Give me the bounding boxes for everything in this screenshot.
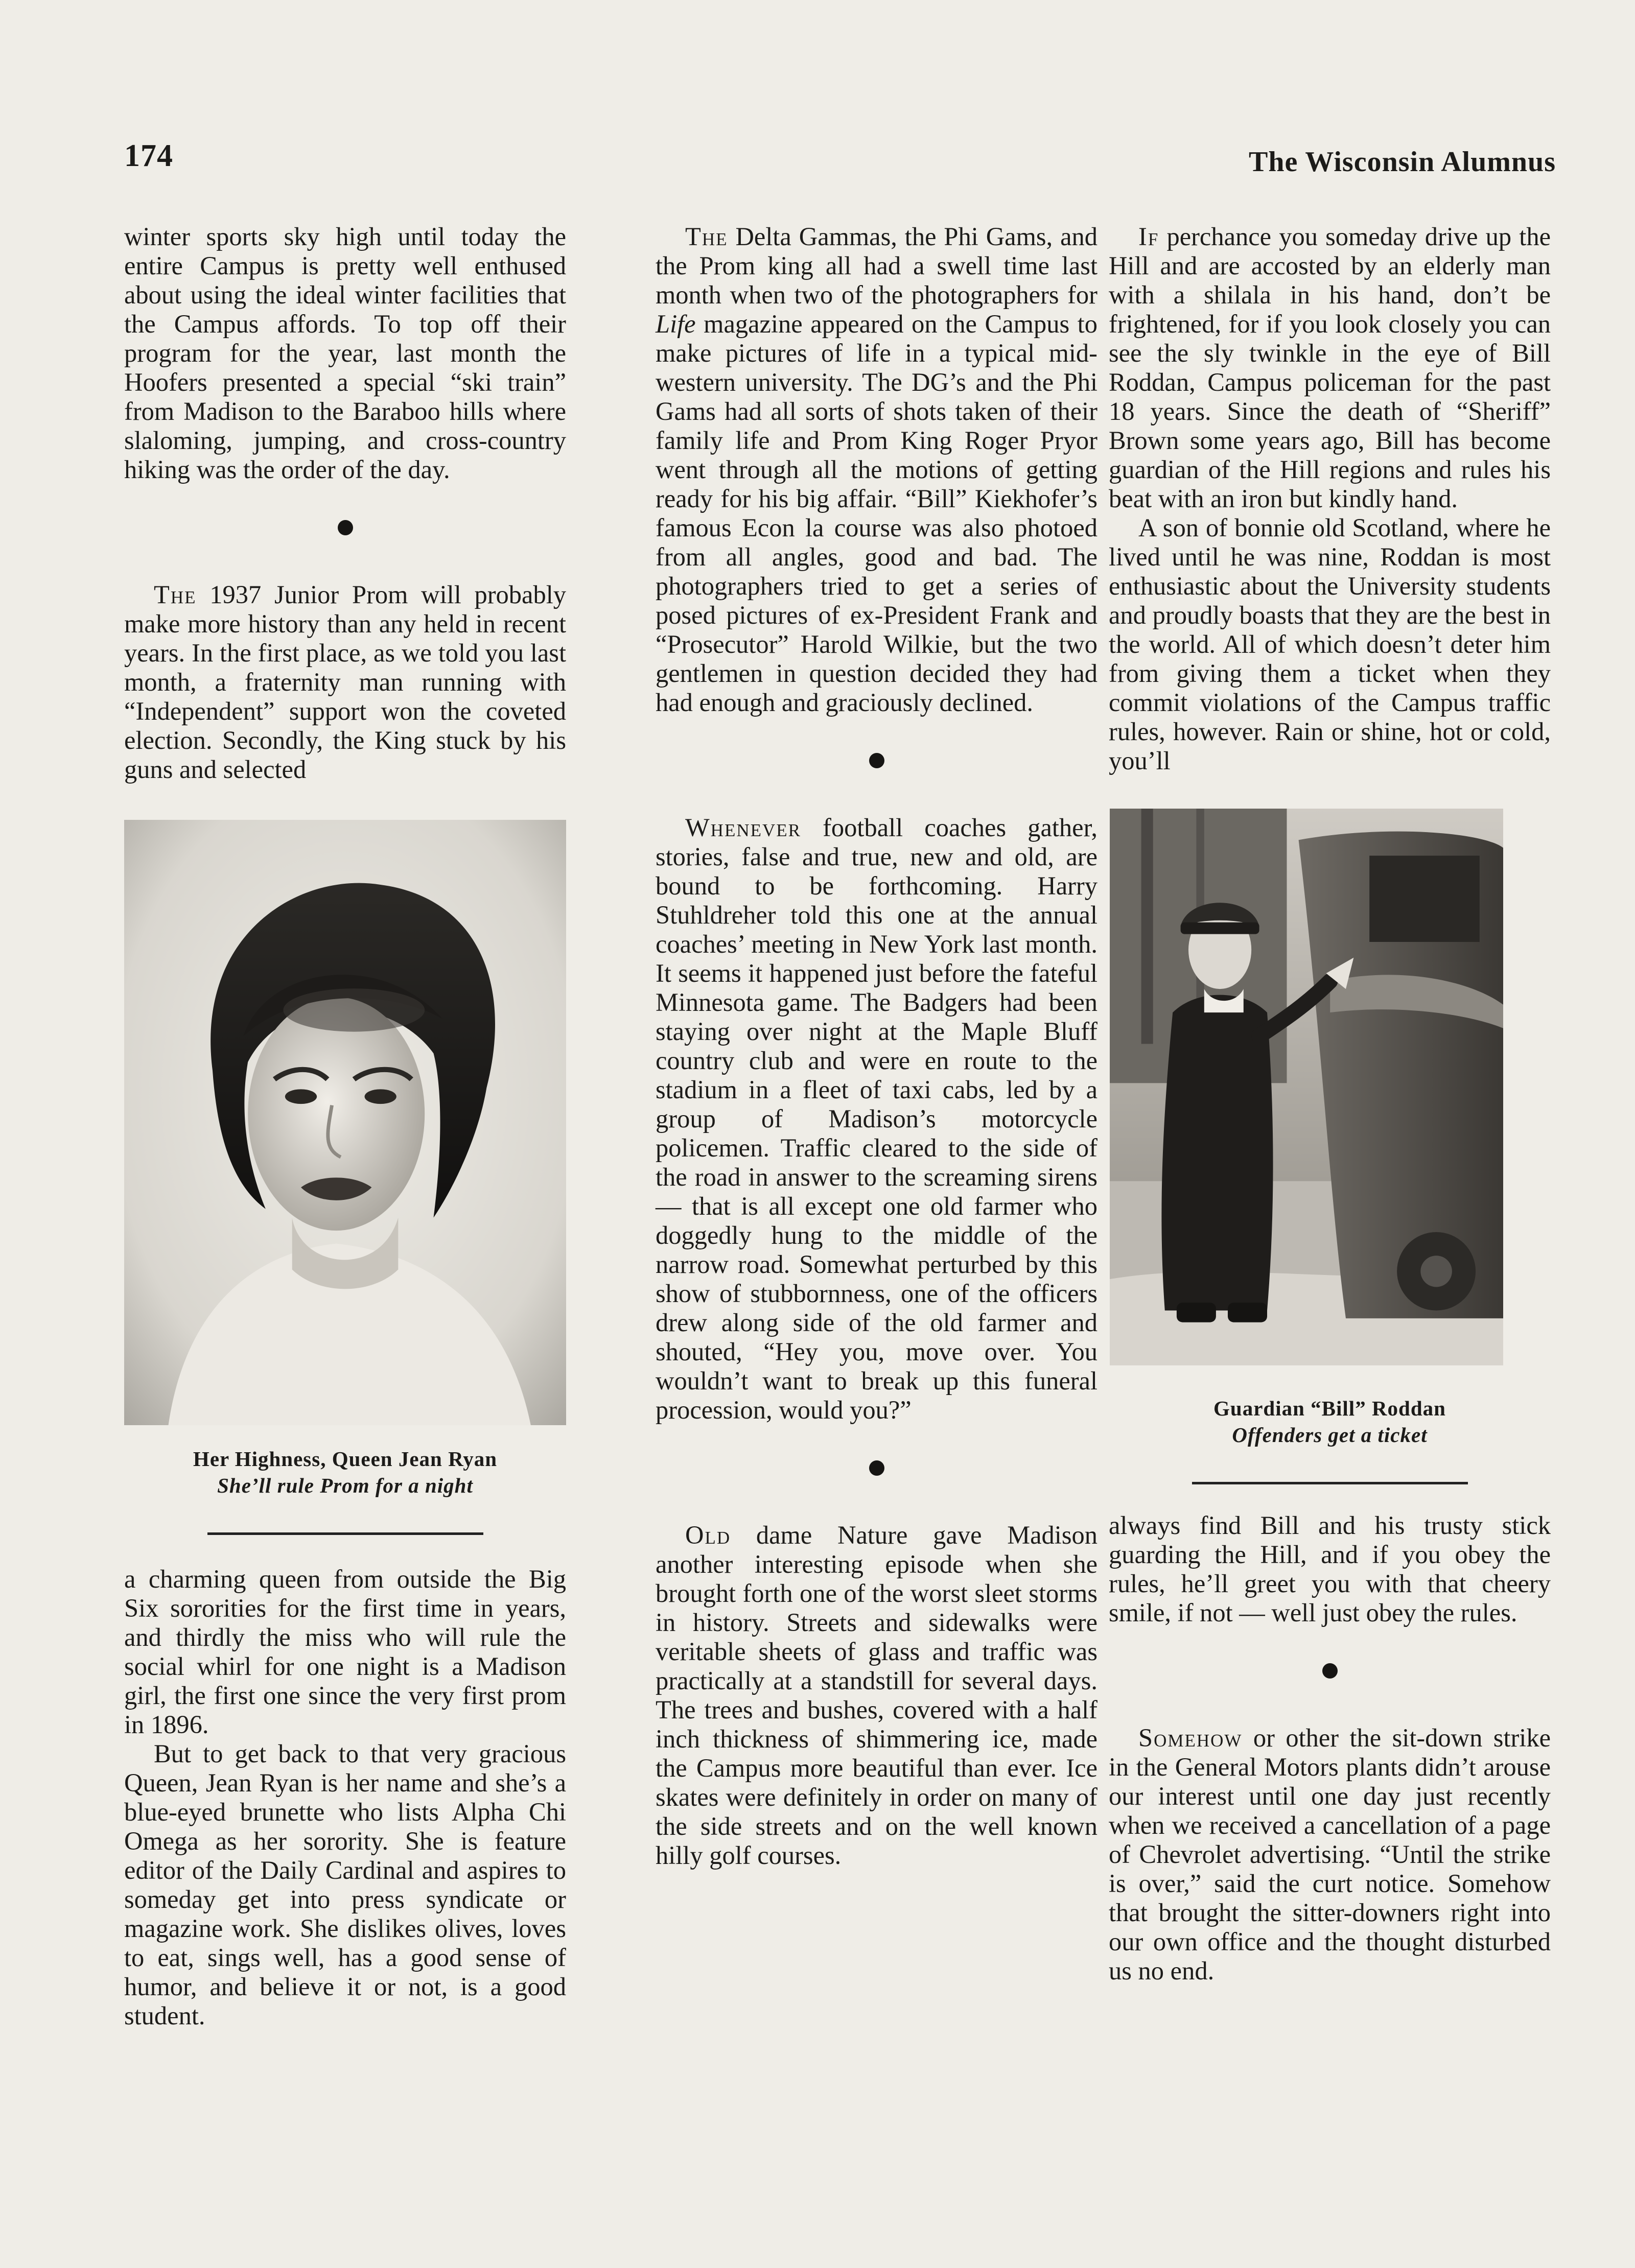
paragraph-trusty-stick: always find Bill and his trusty stick guarding the Hill, and if you obey the rules, he’ll greet you with that cheery smile, if not — well just obey the rules. <box>1109 1511 1551 1627</box>
queen-portrait-photo <box>124 820 566 1425</box>
section-bullet <box>1322 1663 1338 1679</box>
caption-rule <box>1192 1482 1468 1484</box>
paragraph-football-coaches: Whenever football coaches gather, stories, false and true, new and old, are bound to be forthcoming. Harry Stuhldreher told this one at the annual coaches’ meeting in New York last month. It seems it happened just before the fateful Minnesota game. The Badgers had been staying over night at the Maple Bluff country club and were en route to the stadium in a fleet of taxi cabs, led by a group of Madison’s motorcycle policemen. Traffic cleared to the side of the road in answer to the screaming sirens — that is all except one old farmer who doggedly hung to the middle of the narrow road. Somewhat perturbed by this show of stubbornness, one of the officers drew along side of the old farmer and shouted, “Hey you, move over. You wouldn’t want to break up this funeral procession, would you?” <box>656 813 1097 1424</box>
lead-word: Whenever <box>685 813 801 842</box>
running-head: The Wisconsin Alumnus <box>1249 146 1556 178</box>
paragraph-ski-train: winter sports sky high until today the entire Campus is pretty well enthused about using the ideal winter facilities that the Campus affords. To top off their program for the year, last month the Hoofers presented a special “ski train” from Madison to the Baraboo hills where slaloming, jumping, and cross-country hiking was the order of the day. <box>124 222 566 484</box>
lead-word: The <box>685 222 728 251</box>
caption-subtitle: Offenders get a ticket <box>1232 1423 1428 1447</box>
roddan-photo <box>1110 809 1503 1365</box>
paragraph-charming-queen: a charming queen from outside the Big Six sororities for the first time in years, and thirdly the miss who will rule the social whirl for one night is a Madison girl, the first one since the very first prom in 1896. <box>124 1565 566 1739</box>
page-number: 174 <box>124 138 173 173</box>
lead-word: If <box>1138 222 1159 251</box>
paragraph-scotland: A son of bonnie old Scotland, where he lived until he was nine, Roddan is most enthusiastic about the University students and proudly boasts that they are the best in the world. All of which doesn’t deter him from giving them a ticket when they commit violations of the Campus traffic rules, however. Rain or shine, hot or cold, you’ll <box>1109 513 1551 775</box>
caption-rule <box>207 1532 483 1535</box>
lead-word: Somehow <box>1138 1723 1243 1752</box>
paragraph-jean-ryan: But to get back to that very gracious Queen, Jean Ryan is her name and she’s a blue-eyed brunette who lists Alpha Chi Omega as her sorority. She is feature editor of the Daily Cardinal and aspires to someday get into press syndicate or magazine work. She dislikes olives, loves to eat, sings well, has a good sense of humor, and believe it or not, is a good student. <box>124 1739 566 2030</box>
paragraph-sit-down-strike: Somehow or other the sit-down strike in the General Motors plants didn’t arouse our interest until one day just recently when we received a cancellation of a page of Chevrolet advertising. “Until the strike is over,” said the curt notice. Somehow that brought the sitter-downers right into our own office and the thought disturbed us no end. <box>1109 1723 1551 1985</box>
column-1 <box>124 222 566 2030</box>
caption-title: Her Highness, Queen Jean Ryan <box>193 1447 498 1471</box>
lead-word: Old <box>685 1521 731 1549</box>
section-bullet <box>869 753 884 768</box>
paragraph-life-magazine: The Delta Gammas, the Phi Gams, and the Prom king all had a swell time last month when two of the photographers for Life magazine appeared on the Campus to make pictures of life in a typical mid-western university. The DG’s and the Phi Gams had all sorts of shots taken of their family life and Prom King Roger Pryor went through all the motions of getting ready for his big affair. “Bill” Kiekhofer’s famous Econ la course was also photoed from all angles, good and bad. The photographers tried to get a series of posed pictures of ex-President Frank and “Prosecutor” Harold Wilkie, but the two gentlemen in question decided they had had enough and graciously declined. <box>656 222 1097 717</box>
section-bullet <box>869 1460 884 1476</box>
column-2 <box>656 222 1097 1870</box>
queen-photo-figure <box>124 820 566 1535</box>
roddan-photo-figure <box>1109 809 1551 1484</box>
paragraph-bill-roddan: If perchance you someday drive up the Hill and are accosted by an elderly man with a shilala in his hand, don’t be frightened, for if you look closely you can see the sly twinkle in the eye of Bill Roddan, Campus policeman for the past 18 years. Since the death of “Sheriff” Brown some years ago, Bill has become guardian of the Hill regions and rules his beat with an iron but kindly hand. <box>1109 222 1551 513</box>
column-3 <box>1109 222 1551 1986</box>
caption-subtitle: She’ll rule Prom for a night <box>217 1474 473 1497</box>
paragraph-sleet-storm: Old dame Nature gave Madison another interesting episode when she brought forth one of the worst sleet storms in history. Streets and sidewalks were veritable sheets of glass and traffic was practically at a standstill for several days. The trees and bushes, covered with a half inch thickness of shimmering ice, made the Campus more beautiful than ever. Ice skates were definitely in order on many of the side streets and on the well known hilly golf courses. <box>656 1521 1097 1870</box>
roddan-photo-caption <box>1109 1395 1551 1448</box>
paragraph-junior-prom: The 1937 Junior Prom will probably make more history than any held in recent years. In the first place, as we told you last month, a fraternity man running with “Independent” support won the coveted election. Secondly, the King stuck by his guns and selected <box>124 580 566 784</box>
lead-word: The <box>154 580 197 609</box>
queen-photo-caption <box>124 1446 566 1499</box>
caption-title: Guardian “Bill” Roddan <box>1213 1397 1446 1420</box>
section-bullet <box>338 520 353 535</box>
